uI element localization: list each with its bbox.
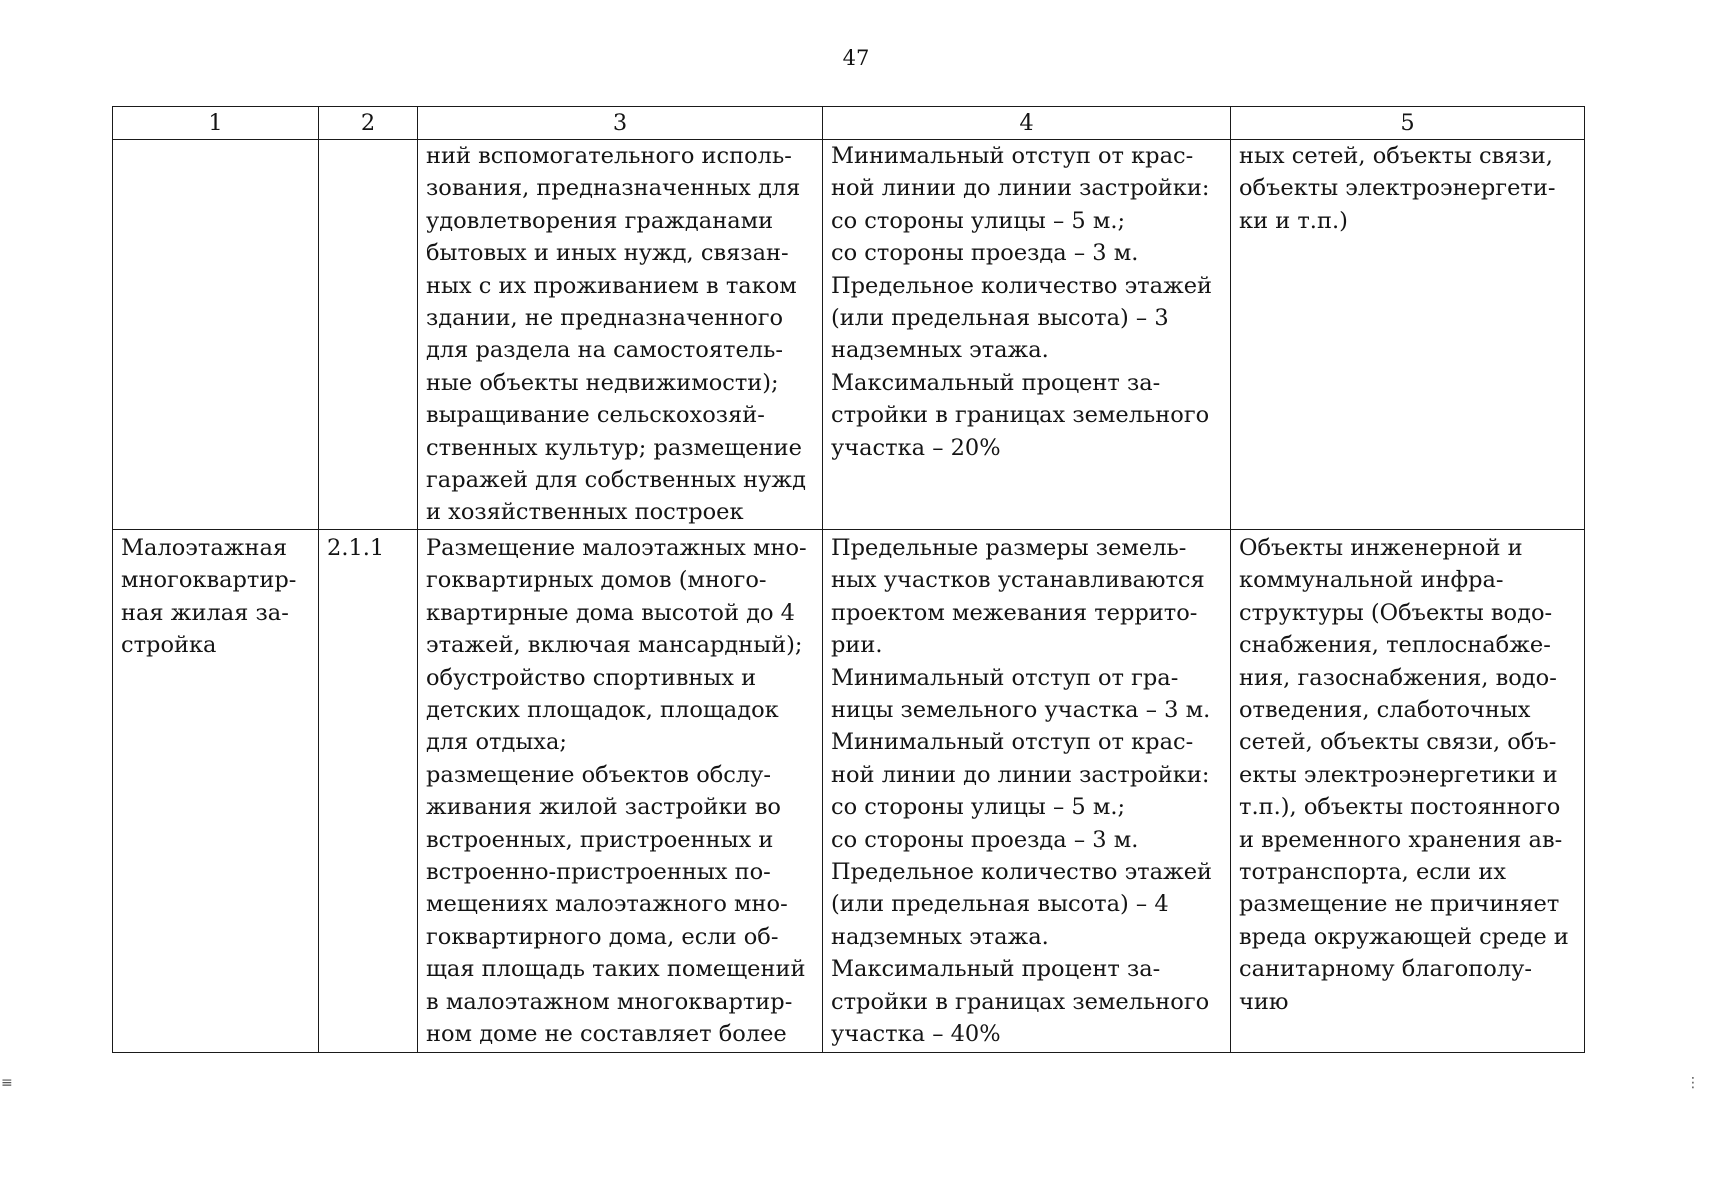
table-cell-description: ний вспомогательного исполь- зования, предназначенных для удовлетворения гражданами бытовых и иных нужд, связан- ных с их проживанием в таком здании, не предназначенного для раздела на самостоятель- ные объекты недвижимости); выращивание сельскохозяй- ственных культур; размещение гаражей для собственных нужд и хозяйственных построек: [418, 140, 823, 530]
column-header-3: 3: [418, 107, 823, 140]
table-cell-parameters: Предельные размеры земель- ных участков устанавливаются проектом межевания террито- рии. Минимальный отступ от гра- ницы земельного участка – 3 м. Минимальный отступ от крас- ной линии до линии застройки: со стороны улицы – 5 м.; со стороны проезда – 3 м. Предельное количество этажей (или предельная высота) – 4 надземных этажа. Максимальный процент за- стройки в границах земельного участка – 40%: [823, 530, 1231, 1053]
table-row: [113, 140, 1585, 530]
table-header-row: [113, 107, 1585, 140]
column-header-1: 1: [113, 107, 319, 140]
column-header-4: 4: [823, 107, 1231, 140]
table-cell-code: [319, 140, 418, 530]
table-cell-use-name: [113, 140, 319, 530]
column-header-2: 2: [319, 107, 418, 140]
page-number: 47: [842, 46, 870, 70]
scan-edge-mark-right: ⋮: [1686, 1075, 1700, 1091]
table-cell-auxiliary-uses: Объекты инженерной и коммунальной инфра- структуры (Объекты водо- снабжения, теплоснабже- ния, газоснабжения, водо- отведения, слаботочных сетей, объекты связи, объ- екты электроэнергетики и т.п.), объекты постоянного и временного хранения ав- тотранспорта, если их размещение не причиняет вреда окружающей среде и санитарному благополу- чию: [1231, 530, 1585, 1053]
table-cell-parameters: Минимальный отступ от крас- ной линии до линии застройки: со стороны улицы – 5 м.; со стороны проезда – 3 м. Предельное количество этажей (или предельная высота) – 3 надземных этажа. Максимальный процент за- стройки в границах земельного участка – 20%: [823, 140, 1231, 530]
table-cell-code: 2.1.1: [319, 530, 418, 1053]
scan-edge-mark-left: ≡: [1, 1075, 13, 1091]
regulations-table: [112, 106, 1585, 1053]
table-row: [113, 530, 1585, 1053]
table-cell-auxiliary-uses: ных сетей, объекты связи, объекты электроэнергети- ки и т.п.): [1231, 140, 1585, 530]
table-cell-use-name: Малоэтажная многоквартир- ная жилая за- стройка: [113, 530, 319, 1053]
column-header-5: 5: [1231, 107, 1585, 140]
table-cell-description: Размещение малоэтажных мно- гоквартирных домов (много- квартирные дома высотой до 4 этажей, включая мансардный); обустройство спортивных и детских площадок, площадок для отдыха; размещение объектов обслу- живания жилой застройки во встроенных, пристроенных и встроенно-пристроенных по- мещениях малоэтажного мно- гоквартирного дома, если об- щая площадь таких помещений в малоэтажном многоквартир- ном доме не составляет более: [418, 530, 823, 1053]
